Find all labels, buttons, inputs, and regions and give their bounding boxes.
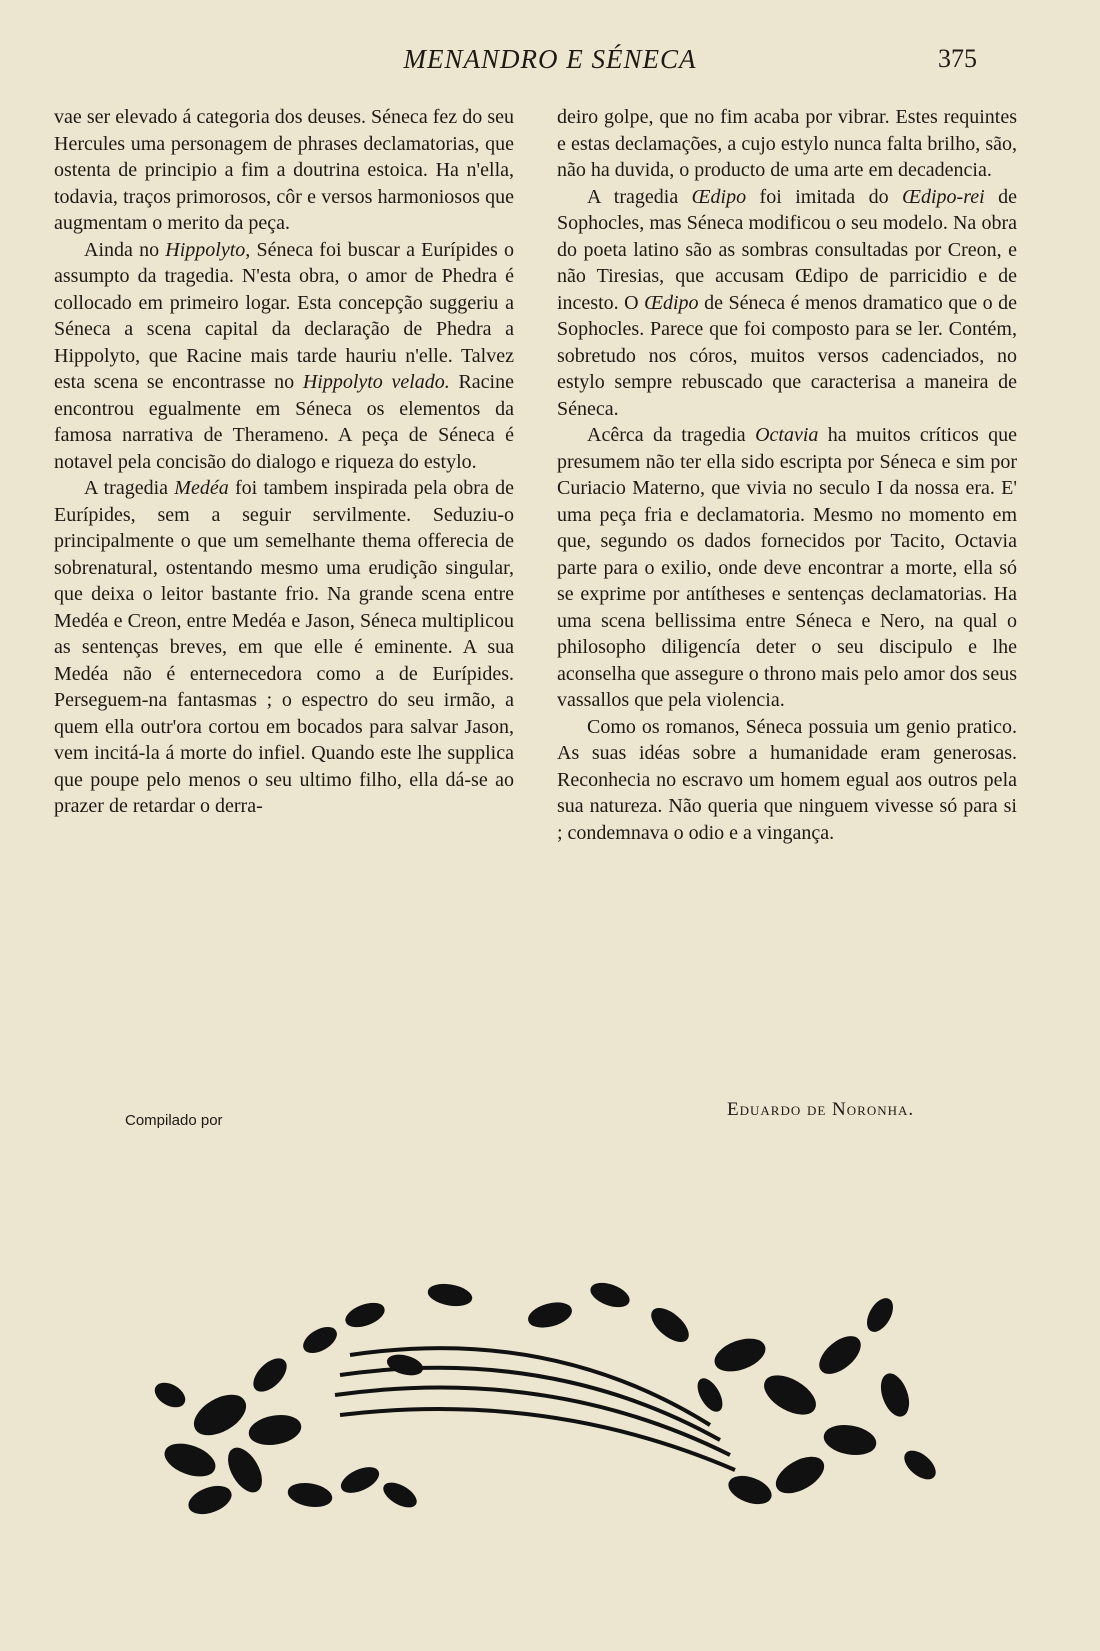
work-title: Hippolyto, [165,238,251,261]
paragraph: Acêrca da tragedia Octavia ha muitos críticos que presumem não ter ella sido escripta por Séneca e sim por Curiacio Materno, que vivia no seculo I da nossa era. E' uma peça fria e declamatoria. Mesmo no momento em que, segundo os dados fornecidos por Tacito, Octavia parte para o exilio, onde deve encontrar a morte, ella só se exprime por antítheses e sentenças declamatorias. Ha uma scena bellissima entre Séneca e Nero, na qual o philosopho diligencía deter o seu discipulo e lhe aconselha que assegure o throno mais pelo amor dos seus vassallos que pela violencia. [557,424,1017,711]
work-title: Œdipo [644,291,699,314]
paragraph: deiro golpe, que no fim acaba por vibrar. Estes requintes e estas declamações, a cujo estylo nunca falta brilho, são, não ha duvida, o producto de uma arte em decadencia. [557,106,1017,181]
paragraph: Como os romanos, Séneca possuia um genio pratico. As suas idéas sobre a humanidade eram generosas. Reconhecia no escravo um homem egual aos outros pela sua natureza. Não queria que ninguem vivesse só para si ; condemnava o odio e a vingança. [557,715,1017,844]
work-title: Medéa [174,477,229,499]
paragraph: A tragedia Medéa foi tambem inspirada pela obra de Eurípides, sem a seguir servilmente. Seduziu-o principalmente o que um semelhante thema offerecia de sobrenatural, ostentando mesmo uma erudição singular, que deixa o leitor bastante frio. Na grande scena entre Medéa e Creon, entre Medéa e Jason, Séneca multiplicou as sentenças breves, em que elle é eminente. A sua Medéa não é enternecedora como a de Eurípides. Perseguem-na fantasmas ; o espectro do seu irmão, a quem ella outr'ora cortou em bocados para salvar Jason, vem incitá-la á morte do infiel. Quando este lhe supplica que poupe pelo menos o seu ultimo filho, ella dá-se ao prazer de retardar o derra- [54,477,514,817]
paragraph: Ainda no Hippolyto, Séneca foi buscar a Eurípides o assumpto da tragedia. N'esta obra, o amor de Phedra é collocado em primeiro logar. Esta concepção suggeriu a Séneca a scena capital da declaração de Phedra a Hippolyto, que Racine mais tarde hauriu n'elle. Talvez esta scena se encontrasse no Hippolyto velado. Racine encontrou egualmente em Séneca os elementos da famosa narrativa de Therameno. A peça de Séneca é notavel pela concisão do dialogo e riqueza do estylo. [54,238,514,473]
work-title: Œdipo [691,185,747,208]
left-column [54,104,514,820]
paragraph: A tragedia Œdipo foi imitada do Œdipo-rei de Sophocles, mas Séneca modificou o seu modelo. Na obra do poeta latino são as sombras consultadas por Creon, e não Tiresias, que accusam Œdipo de parricidio e de incesto. O Œdipo de Séneca é menos dramatico que o de Sophocles. Parece que foi composto para se ler. Contém, sobretudo nos córos, muitos versos cadenciados, no estylo sempre rebuscado que caracterisa a maneira de Séneca. [557,185,1017,420]
paragraph: vae ser elevado á categoria dos deuses. Séneca fez do seu Hercules uma personagem de phrases declamatorias, que ostenta de principio a fim a doutrina estoica. Ha n'ella, todavia, traços primorosos, côr e versos harmoniosos que augmentam o merito da peça. [54,106,514,234]
right-column [557,104,1017,846]
work-title: Œdipo-rei [902,185,985,208]
work-title: Hippolyto velado. [302,371,450,393]
work-title: Octavia [755,424,819,446]
page-number: 375 [938,44,977,73]
floral-ornament [150,1265,950,1525]
running-title: MENANDRO E SÉNECA [403,44,697,74]
compiled-by-note: Compilado por [125,1112,223,1129]
author-signature: Eduardo de Noronha. [727,1099,915,1120]
